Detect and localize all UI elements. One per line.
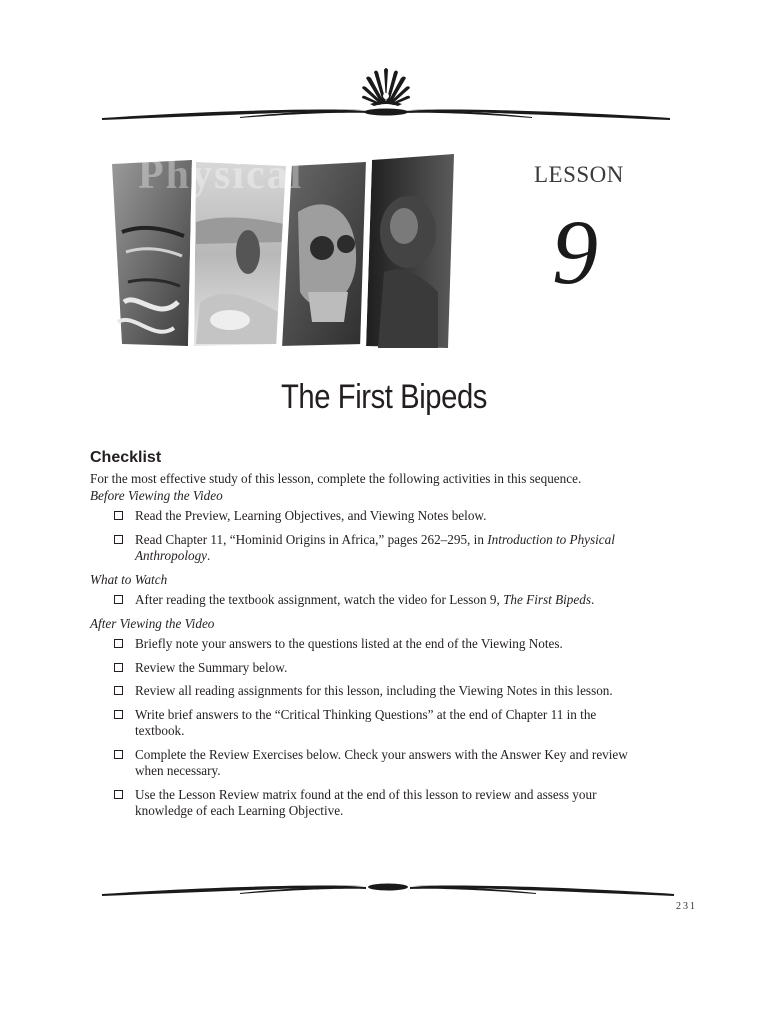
list-item-text-end: . <box>590 592 595 607</box>
list-item-text: Read the Preview, Learning Objectives, and Viewing Notes below. <box>135 508 487 523</box>
list-item <box>90 787 630 820</box>
list-item-text: Read Chapter 11, “Hominid Origins in Africa,” pages 262–295, in <box>135 531 488 547</box>
list-item <box>90 532 630 565</box>
before-viewing-label: Before Viewing the Video <box>90 487 223 503</box>
list-item-text: Use the Lesson Review matrix found at the end of this lesson to review and assess your knowledge of each Learning Objective. <box>135 786 597 818</box>
page-number: 231 <box>676 901 697 912</box>
lesson-photo-collage <box>108 152 458 354</box>
list-item-text: Complete the Review Exercises below. Check your answers with the Answer Key and review when necessary. <box>135 746 628 778</box>
video-title: The First Bipeds <box>503 592 591 607</box>
book-title: Introduction to Physical Anthropology <box>135 531 615 563</box>
after-viewing-label: After Viewing the Video <box>90 615 215 631</box>
checkbox-icon <box>114 790 123 799</box>
bottom-ornament-divider <box>100 872 676 900</box>
before-viewing-list <box>90 508 630 565</box>
list-item-text: Write brief answers to the “Critical Thinking Questions” at the end of Chapter 11 in the textbook. <box>135 706 597 738</box>
list-item-text: Review all reading assignments for this lesson, including the Viewing Notes in this lesson. <box>135 683 613 698</box>
list-item <box>90 683 630 700</box>
list-item <box>90 636 630 653</box>
list-item-text: Briefly note your answers to the questions listed at the end of the Viewing Notes. <box>135 636 563 651</box>
list-item-text: Review the Summary below. <box>135 659 288 675</box>
list-item <box>90 660 630 677</box>
checkbox-icon <box>114 639 123 648</box>
list-item <box>90 747 630 780</box>
collage-watermark: Physical <box>138 152 304 198</box>
what-to-watch-list <box>90 592 630 609</box>
list-item <box>90 707 630 740</box>
after-viewing-list <box>90 636 630 820</box>
collage-panel-primate <box>366 154 454 348</box>
checkbox-icon <box>114 710 123 719</box>
checkbox-icon <box>114 511 123 520</box>
checklist-heading: Checklist <box>90 449 162 466</box>
checkbox-icon <box>114 686 123 695</box>
page-title: The First Bipeds <box>281 378 487 416</box>
checkbox-icon <box>114 595 123 604</box>
list-item-text-end: . <box>207 548 211 563</box>
lesson-number: 9 <box>552 201 598 303</box>
checkbox-icon <box>114 535 123 544</box>
checklist-content <box>90 471 630 827</box>
what-to-watch-label: What to Watch <box>90 571 168 587</box>
checkbox-icon <box>114 750 123 759</box>
list-item <box>90 508 630 525</box>
lesson-label: LESSON <box>534 162 624 187</box>
top-ornament-divider <box>100 62 672 124</box>
checklist-intro: For the most effective study of this lesson, complete the following activities in this sequence. <box>90 471 582 486</box>
checkbox-icon <box>114 663 123 672</box>
list-item-text: After reading the textbook assignment, watch the video for Lesson 9, <box>135 592 504 607</box>
list-item <box>90 592 630 609</box>
